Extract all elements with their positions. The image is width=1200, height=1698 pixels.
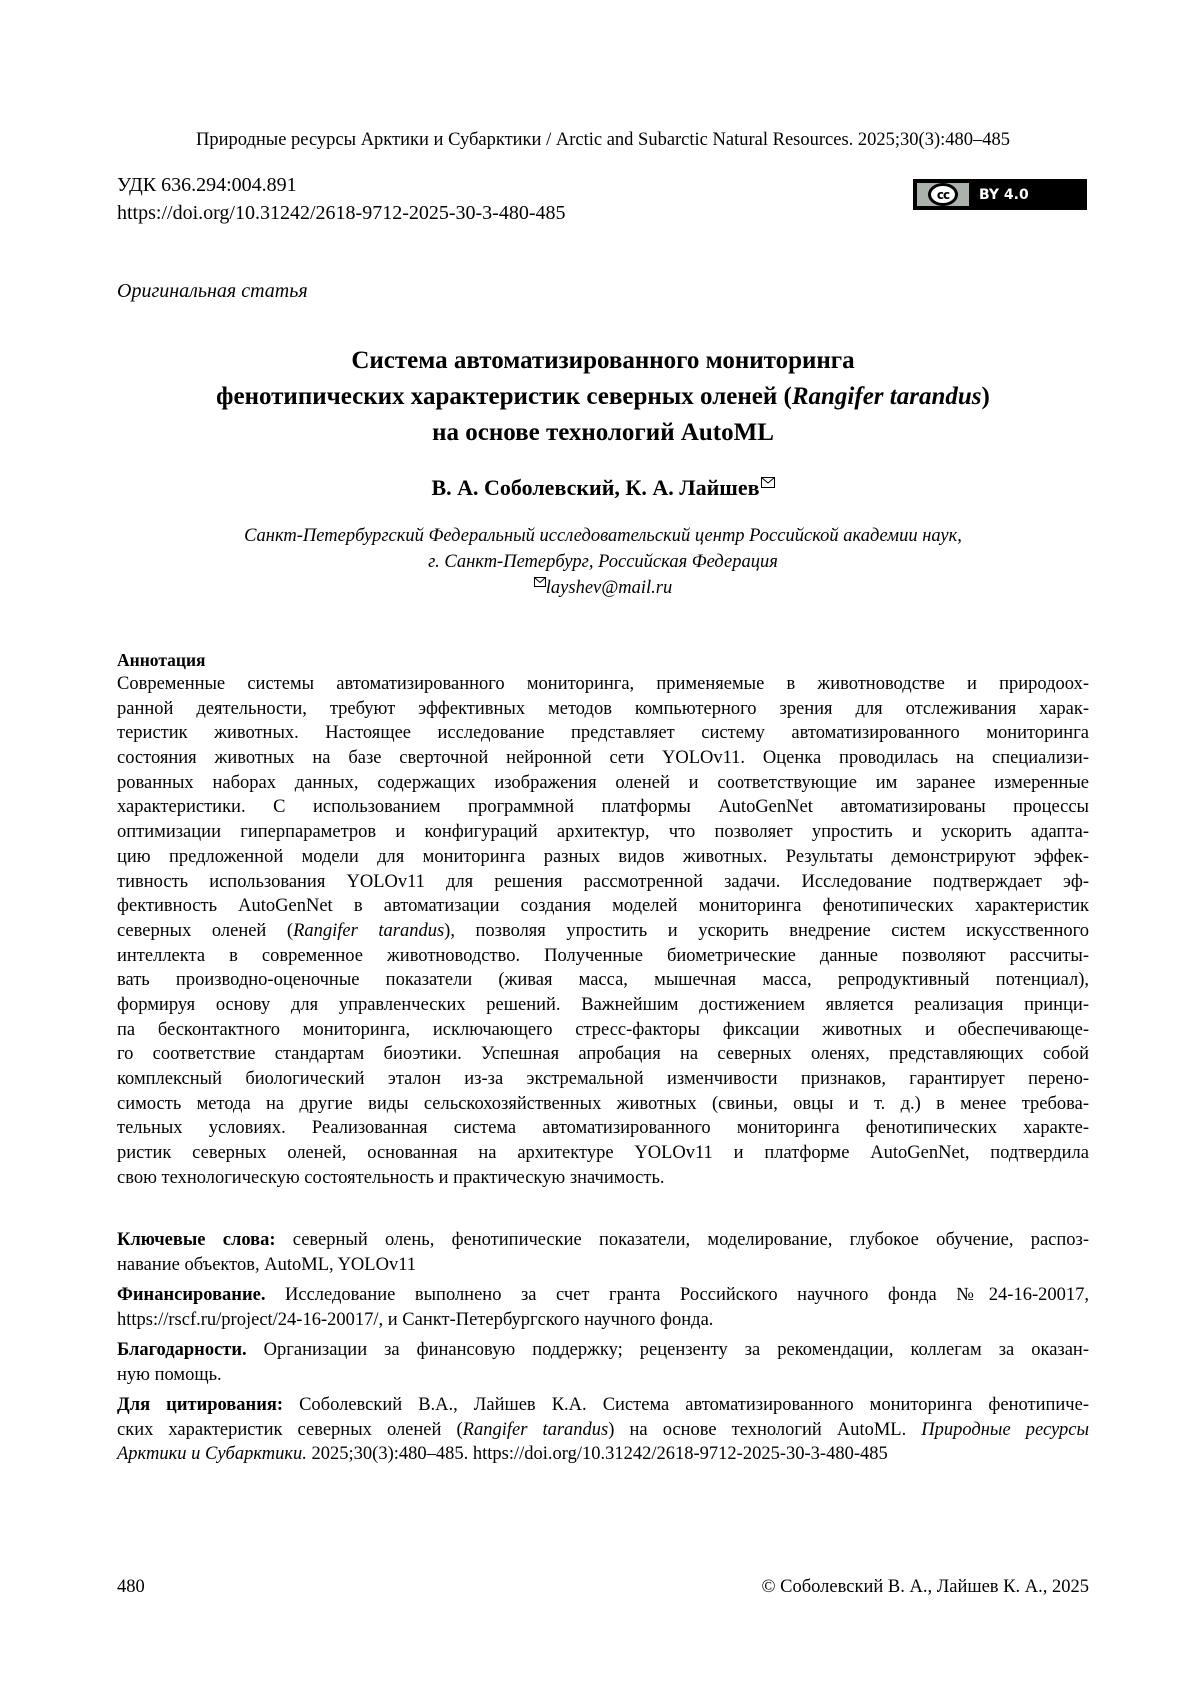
keywords-label: Ключевые слова: [117,1230,276,1250]
citation-line-2 [117,1418,1089,1443]
citation-text: 2025;30(3):480–485. https://doi.org/10.31242/2618-9712-2025-30-3-480-485 [306,1444,888,1465]
abstract-line: го соответствие стандартам биоэтики. Успешная апробация на северных оленях, представляющих собой [117,1044,1089,1065]
abstract-line: характеристики. С использованием программной платформы AutoGenNet автоматизированы процессы [117,797,1089,818]
keywords [117,1228,1089,1277]
envelope-icon [534,577,546,587]
email-line [117,575,1089,601]
species-name: Rangifer tarandus [462,1419,609,1440]
abstract-heading: Аннотация [117,650,206,670]
title-line-2-text: фенотипических характеристик северных оленей ( [216,383,792,410]
title-line-2-close: ) [981,383,990,410]
funding-label: Финансирование. [117,1285,266,1305]
acknowledgments-line-1 [117,1338,1089,1363]
udc-code: УДК 636.294:004.891 [117,174,297,196]
abstract-line: вать производно-оценочные показатели (живая масса, мышечная масса, репродуктивный потенциал), [117,970,1089,991]
envelope-icon [761,477,775,488]
abstract-line [117,919,1089,944]
acknowledgments-text: Организации за финансовую поддержку; рецензенту за рекомендации, коллегам за оказан- [246,1340,1089,1360]
affiliation-line-2: г. Санкт-Петербург, Российская Федерация [428,552,778,572]
journal-name: Природные ресурсы [921,1419,1090,1440]
doi-link[interactable]: https://doi.org/10.31242/2618-9712-2025-30-3-480-485 [117,202,566,224]
title-line-1: Система автоматизированного мониторинга [351,347,855,374]
article-type: Оригинальная статья [117,280,308,302]
page-number: 480 [117,1577,145,1597]
abstract-line: рованных наборах данных, содержащих изображения оленей и соответствующие им заранее измеренные [117,772,1089,793]
keywords-line-1 [117,1228,1089,1253]
affiliation [117,523,1089,601]
abstract-line: интеллекта в современное животноводство. Полученные биометрические данные позволяют рассчиты- [117,945,1089,966]
page-footer [117,1575,1089,1599]
citation-text: ) на основе технологий AutoML. [608,1419,922,1440]
title-line-2 [117,379,1089,415]
email-address[interactable]: layshev@mail.ru [545,578,673,598]
abstract-line: Современные системы автоматизированного мониторинга, применяемые в животноводстве и природоох- [117,674,1089,694]
abstract-body [117,672,1089,1190]
abstract-line: комплексный биологический эталон из-за экстремальной изменчивости признаков, гарантирует перено- [117,1069,1089,1089]
species-name: Rangifer tarandus [293,920,445,941]
citation [117,1393,1089,1467]
abstract-line: симость метода на другие виды сельскохозяйственных животных (свиньи, овцы и т. д.) в менее требова- [117,1093,1089,1114]
citation-text: ских характеристик северных оленей ( [117,1419,463,1440]
abstract-line: тивность использования YOLOv11 для решения рассмотренной задачи. Исследование подтверждает эф- [117,871,1089,892]
funding-text: Исследование выполнено за счет гранта Российского научного фонда №24-16-20017, [265,1285,1089,1305]
funding-line-1 [117,1283,1089,1308]
funding [117,1283,1089,1332]
cc-symbol: cc [928,183,958,206]
abstract-line: ристик северных оленей, основанная на архитектуре YOLOv11 и платформе AutoGenNet, подтвердила [117,1143,1089,1164]
acknowledgments-label: Благодарности. [117,1340,247,1360]
abstract-line: ранной деятельности, требуют эффективных методов компьютерного зрения для отслеживания харак- [117,698,1089,719]
cc-license-badge[interactable] [913,179,1087,210]
journal-name: Арктики и Субарктики. [117,1444,307,1465]
article-title [117,343,1089,451]
citation-line-3 [117,1442,1089,1467]
abstract-line: оптимизации гиперпараметров и конфигураций архитектур, что позволяет упростить и ускорить адапта- [117,822,1089,843]
abstract-line: формируя основу для управленческих решений. Важнейшим достижением является реализация принци- [117,994,1089,1015]
abstract-text: ), позволяя упростить и ускорить внедрение систем искусственного [444,920,1089,941]
article-page [117,0,1089,1698]
keywords-text: северный олень, фенотипические показатели, моделирование, глубокое обучение, распоз- [275,1230,1089,1250]
species-name: Rangifer tarandus [791,383,982,410]
keywords-line-2: навание объектов, AutoML, YOLOv11 [117,1254,417,1275]
acknowledgments [117,1338,1089,1387]
authors [117,474,1089,502]
funding-line-2: https://rscf.ru/project/24-16-20017/, и Санкт-Петербургского научного фонда. [117,1309,714,1330]
acknowledgments-line-2: ную помощь. [117,1364,222,1385]
abstract-line: теристик животных. Настоящее исследование представляет систему автоматизированного мониторинга [117,723,1089,744]
abstract-line: состояния животных на базе сверточной нейронной сети YOLOv11. Оценка проводилась на специализи- [117,748,1089,769]
abstract-line: цию предложенной модели для мониторинга разных видов животных. Результаты демонстрируют эффек- [117,846,1089,867]
copyright-notice: © Соболевский В. А., Лайшев К. А., 2025 [761,1577,1089,1597]
affiliation-line-1: Санкт-Петербургский Федеральный исследовательский центр Российской академии наук, [244,526,962,546]
license-label: BY 4.0 [979,186,1029,203]
citation-label: Для цитирования: [117,1395,284,1415]
abstract-text: северных оленей ( [117,920,294,941]
journal-header: Природные ресурсы Арктики и Субарктики / Arctic and Subarctic Natural Resources. 2025;30(3):480–485 [195,130,1010,150]
abstract-line: фективность AutoGenNet в автоматизации создания моделей мониторинга фенотипических характеристик [117,896,1089,917]
title-line-3: на основе технологий AutoML [432,419,774,446]
abstract-line: па бесконтактного мониторинга, исключающего стресс-факторы фиксации животных и обеспечивающе- [117,1019,1089,1040]
author-names: В. А. Соболевский, К. А. Лайшев [431,475,760,500]
citation-text: Соболевский В.А., Лайшев К.А. Система автоматизированного мониторинга фенотипиче- [283,1395,1089,1415]
abstract-line: тельных условиях. Реализованная система автоматизированного мониторинга фенотипических характе- [117,1118,1089,1139]
udc-doi-block [117,171,566,227]
creative-commons-icon [917,183,969,206]
citation-line-1 [117,1393,1089,1418]
abstract-line: свою технологическую состоятельность и практическую значимость. [117,1167,665,1188]
